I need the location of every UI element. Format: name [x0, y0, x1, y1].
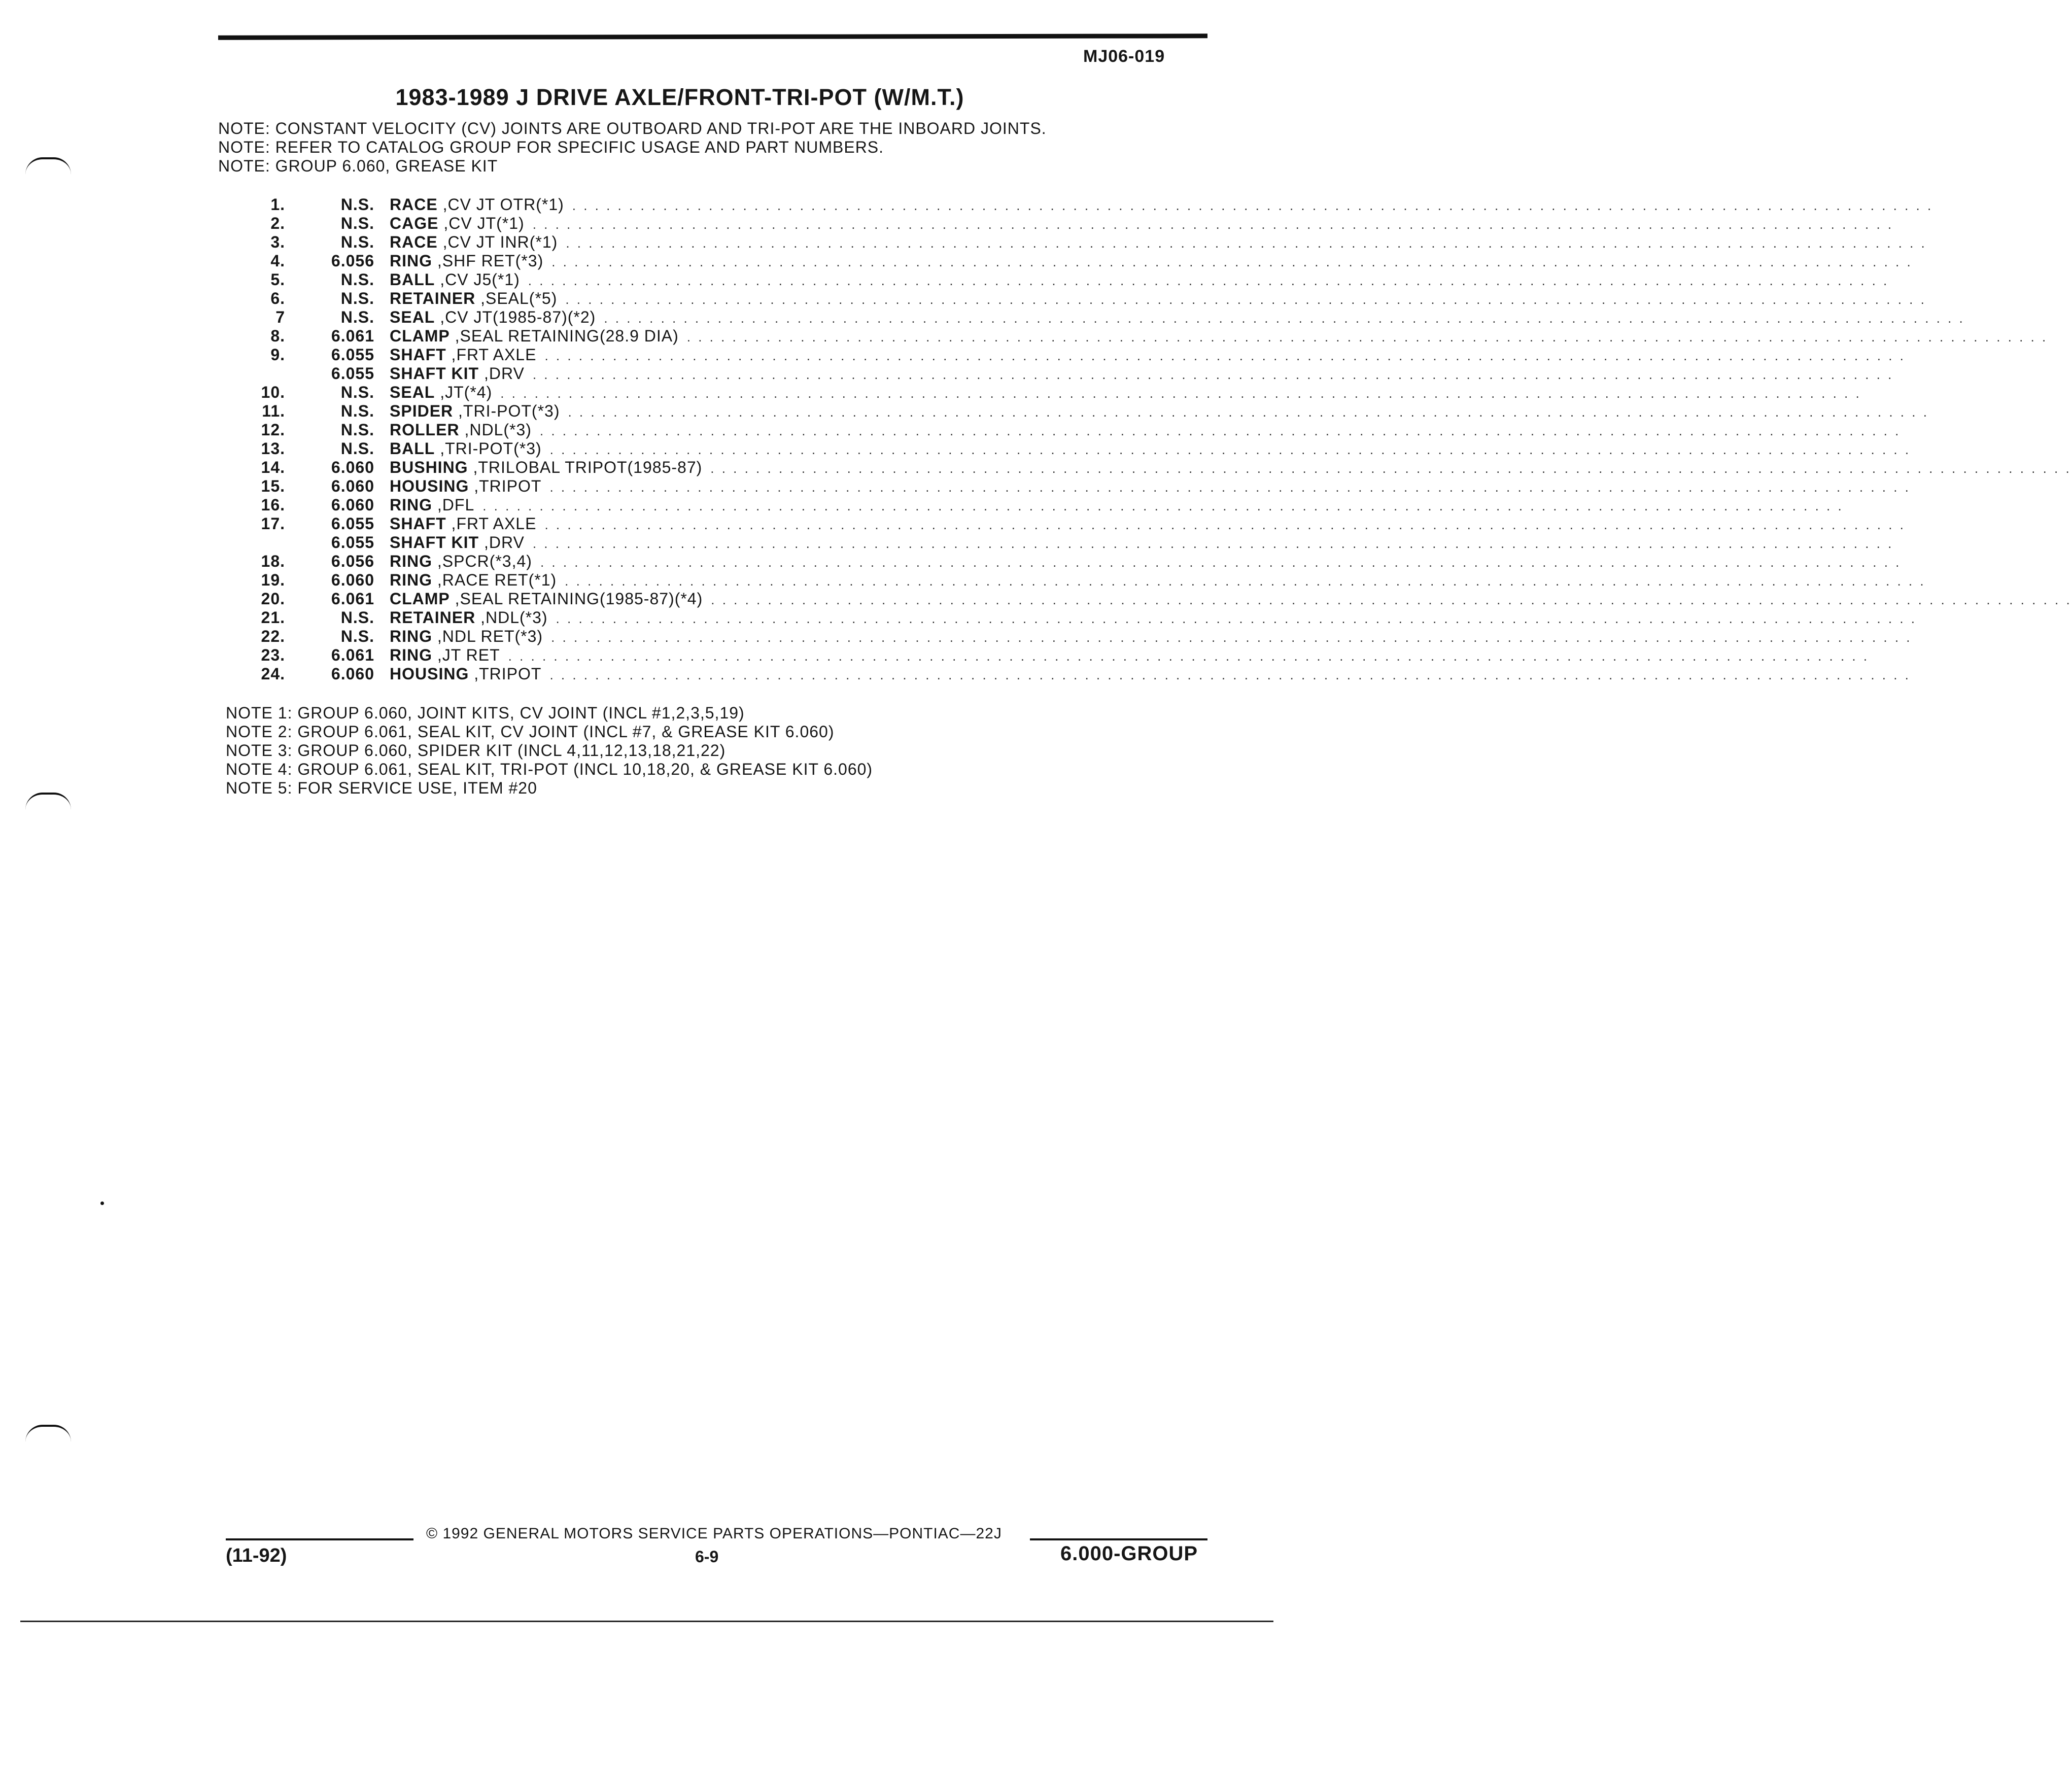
footnote: NOTE 3: GROUP 6.060, SPIDER KIT (INCL 4,11,12,13,18,21,22) [226, 741, 726, 760]
part-detail: ,FRT AXLE [451, 514, 537, 533]
dot-leader: . . . . . . . . . . . . . . . . . . . . . . . . . . . . . . . . . . . . . . . . . . . . . . . . . . . . . . . . . . . . . . . . . . . . . . . . . . . . . . . . . . . . . . . . . . . . . . . . . . . . . . . . . . . . . . . . . . . . . . . . [549, 479, 1911, 495]
part-description [390, 233, 1927, 252]
dot-leader: . . . . . . . . . . . . . . . . . . . . . . . . . . . . . . . . . . . . . . . . . . . . . . . . . . . . . . . . . . . . . . . . . . . . . . . . . . . . . . . . . . . . . . . . . . . . . . . . . . . . . . . . . . . . . . . . . . . . . . . . [566, 235, 1927, 251]
part-row [238, 514, 1906, 533]
dot-leader: . . . . . . . . . . . . . . . . . . . . . . . . . . . . . . . . . . . . . . . . . . . . . . . . . . . . . . . . . . . . . . . . . . . . . . . . . . . . . . . . . . . . . . . . . . . . . . . . . . . . . . . . . . . . . . . . . . . . . . . . [711, 592, 2072, 607]
item-number: 4. [270, 252, 285, 270]
part-row [238, 533, 1894, 552]
part-detail: ,CV JT(1985-87)(*2) [440, 308, 596, 326]
top-rule [218, 33, 1207, 40]
dot-leader: . . . . . . . . . . . . . . . . . . . . . . . . . . . . . . . . . . . . . . . . . . . . . . . . . . . . . . . . . . . . . . . . . . . . . . . . . . . . . . . . . . . . . . . . . . . . . . . . . . . . . . . . . . . . . . . . . . . . . . . . [686, 329, 2048, 345]
copyright-line: © 1992 GENERAL MOTORS SERVICE PARTS OPERATIONS—PONTIAC—22J [426, 1525, 1002, 1542]
part-description [390, 383, 1861, 402]
document-code: MJ06-019 [1083, 47, 1165, 66]
part-description [390, 270, 1889, 289]
item-number: 23. [261, 646, 285, 664]
part-detail: ,TRI-POT(*3) [458, 402, 560, 420]
part-row [238, 571, 1926, 590]
dot-leader: . . . . . . . . . . . . . . . . . . . . . . . . . . . . . . . . . . . . . . . . . . . . . . . . . . . . . . . . . . . . . . . . . . . . . . . . . . . . . . . . . . . . . . . . . . . . . . . . . . . . . . . . . . . . . . . . . . . . . . . . [572, 198, 1933, 213]
note-line: NOTE: REFER TO CATALOG GROUP FOR SPECIFIC USAGE AND PART NUMBERS. [218, 138, 884, 156]
group-code: 6.060 [331, 571, 374, 589]
part-detail: ,DRV [484, 364, 525, 383]
part-detail: ,DFL [437, 496, 475, 514]
dot-leader: . . . . . . . . . . . . . . . . . . . . . . . . . . . . . . . . . . . . . . . . . . . . . . . . . . . . . . . . . . . . . . . . . . . . . . . . . . . . . . . . . . . . . . . . . . . . . . . . . . . . . . . . . . . . . . . . . . . . . . . . [551, 630, 1912, 645]
part-name: RING [390, 252, 432, 270]
group-code: 6.056 [331, 252, 374, 270]
item-number: 18. [261, 552, 285, 570]
group-code: N.S. [340, 608, 374, 627]
part-name: RACE [390, 233, 438, 251]
part-row [238, 665, 1911, 683]
dot-leader: . . . . . . . . . . . . . . . . . . . . . . . . . . . . . . . . . . . . . . . . . . . . . . . . . . . . . . . . . . . . . . . . . . . . . . . . . . . . . . . . . . . . . . . . . . . . . . . . . . . . . . . . . . . . . . . . . . . . . . . . [544, 348, 1906, 363]
item-number: 22. [261, 627, 285, 645]
item-number: 1. [270, 195, 285, 214]
part-detail: ,RACE RET(*1) [437, 571, 557, 589]
part-description [390, 533, 1894, 552]
part-name: SHAFT [390, 346, 446, 364]
group-code: 6.055 [331, 346, 374, 364]
part-name: SPIDER [390, 402, 454, 420]
part-row [238, 308, 1965, 327]
part-name: BUSHING [390, 458, 468, 476]
part-row [238, 233, 1927, 252]
group-code: 6.060 [331, 477, 374, 495]
part-row [238, 439, 1911, 458]
part-detail: ,TRI-POT(*3) [440, 439, 542, 458]
part-row [238, 646, 1870, 665]
scan-speck [100, 1201, 104, 1205]
part-row [238, 214, 1894, 233]
part-name: SHAFT KIT [390, 364, 479, 383]
part-description [390, 477, 1911, 496]
part-description [390, 364, 1894, 383]
part-name: SHAFT KIT [390, 533, 479, 552]
part-description [390, 421, 1901, 439]
item-number: 2. [270, 214, 285, 232]
part-detail: ,SEAL RETAINING(1985-87)(*4) [455, 590, 703, 608]
dot-leader: . . . . . . . . . . . . . . . . . . . . . . . . . . . . . . . . . . . . . . . . . . . . . . . . . . . . . . . . . . . . . . . . . . . . . . . . . . . . . . . . . . . . . . . . . . . . . . . . . . . . . . . . . . . . . . . . . . . . . . . . [565, 292, 1926, 307]
part-detail: ,SHF RET(*3) [437, 252, 544, 270]
item-number: 17. [261, 514, 285, 533]
item-number: 11. [262, 402, 285, 420]
part-description [390, 590, 2072, 608]
group-code: 6.056 [331, 552, 374, 570]
note-line: NOTE: CONSTANT VELOCITY (CV) JOINTS ARE OUTBOARD AND TRI-POT ARE THE INBOARD JOINTS. [218, 119, 1047, 138]
header-notes [218, 119, 1047, 176]
part-name: RACE [390, 195, 438, 214]
bottom-rule [20, 1621, 1273, 1622]
part-detail: ,TRILOBAL TRIPOT(1985-87) [473, 458, 703, 476]
item-number: 19. [261, 571, 285, 589]
part-description [390, 346, 1906, 364]
part-name: SEAL [390, 308, 435, 326]
part-detail: ,TRIPOT [474, 477, 542, 495]
part-description [390, 514, 1906, 533]
part-detail: ,NDL(*3) [464, 421, 532, 439]
part-detail: ,CV JT(*1) [443, 214, 525, 232]
part-row [238, 421, 1901, 439]
item-number: 20. [261, 590, 285, 608]
group-code: N.S. [340, 308, 374, 326]
part-detail: ,JT(*4) [440, 383, 493, 401]
part-row [238, 383, 1861, 402]
group-code: N.S. [340, 289, 374, 307]
group-number: 6.000-GROUP [1060, 1542, 1198, 1565]
part-name: RETAINER [390, 608, 476, 627]
part-name: RING [390, 496, 432, 514]
part-description [390, 289, 1926, 308]
dot-leader: . . . . . . . . . . . . . . . . . . . . . . . . . . . . . . . . . . . . . . . . . . . . . . . . . . . . . . . . . . . . . . . . . . . . . . . . . . . . . . . . . . . . . . . . . . . . . . . . . . . . . . . . . . . . . . . . . . . . . . . . [549, 667, 1911, 682]
footnote: NOTE 5: FOR SERVICE USE, ITEM #20 [226, 779, 537, 797]
part-row [238, 608, 1917, 627]
item-number: 15. [261, 477, 285, 495]
group-code: 6.055 [331, 533, 374, 552]
part-detail: ,CV JT INR(*1) [442, 233, 558, 251]
part-name: HOUSING [390, 665, 469, 683]
part-detail: ,SEAL(*5) [480, 289, 558, 307]
part-description [390, 195, 1933, 214]
part-name: BALL [390, 270, 435, 289]
part-detail: ,JT RET [437, 646, 500, 664]
item-number: 9. [270, 346, 285, 364]
group-code: 6.060 [331, 458, 374, 476]
dot-leader: . . . . . . . . . . . . . . . . . . . . . . . . . . . . . . . . . . . . . . . . . . . . . . . . . . . . . . . . . . . . . . . . . . . . . . . . . . . . . . . . . . . . . . . . . . . . . . . . . . . . . . . . . . . . . . . . . . . . . . . . [500, 386, 1861, 401]
dot-leader: . . . . . . . . . . . . . . . . . . . . . . . . . . . . . . . . . . . . . . . . . . . . . . . . . . . . . . . . . . . . . . . . . . . . . . . . . . . . . . . . . . . . . . . . . . . . . . . . . . . . . . . . . . . . . . . . . . . . . . . . [532, 536, 1894, 551]
part-row [238, 270, 1889, 289]
part-description [390, 571, 1926, 590]
dot-leader: . . . . . . . . . . . . . . . . . . . . . . . . . . . . . . . . . . . . . . . . . . . . . . . . . . . . . . . . . . . . . . . . . . . . . . . . . . . . . . . . . . . . . . . . . . . . . . . . . . . . . . . . . . . . . . . . . . . . . . . . [482, 498, 1844, 513]
part-row [238, 252, 1913, 270]
part-detail: ,SEAL RETAINING(28.9 DIA) [455, 327, 679, 345]
part-row [238, 552, 1902, 571]
footnote: NOTE 2: GROUP 6.061, SEAL KIT, CV JOINT (INCL #7, & GREASE KIT 6.060) [226, 723, 835, 741]
part-description [390, 552, 1902, 571]
part-row [238, 195, 1933, 214]
dot-leader: . . . . . . . . . . . . . . . . . . . . . . . . . . . . . . . . . . . . . . . . . . . . . . . . . . . . . . . . . . . . . . . . . . . . . . . . . . . . . . . . . . . . . . . . . . . . . . . . . . . . . . . . . . . . . . . . . . . . . . . . [532, 367, 1894, 382]
part-detail: ,CV J5(*1) [440, 270, 520, 289]
part-description [390, 496, 1844, 514]
punch-hole-mark [25, 157, 71, 175]
group-code: 6.055 [331, 514, 374, 533]
item-number: 24. [261, 665, 285, 683]
footer-rule-right [1030, 1538, 1207, 1540]
item-number: 12. [261, 421, 285, 439]
group-code: N.S. [340, 439, 374, 458]
item-number: 14. [261, 458, 285, 476]
dot-leader: . . . . . . . . . . . . . . . . . . . . . . . . . . . . . . . . . . . . . . . . . . . . . . . . . . . . . . . . . . . . . . . . . . . . . . . . . . . . . . . . . . . . . . . . . . . . . . . . . . . . . . . . . . . . . . . . . . . . . . . . [532, 217, 1894, 232]
footnotes [226, 704, 873, 798]
part-description [390, 608, 1917, 627]
part-detail: ,DRV [484, 533, 525, 552]
part-name: HOUSING [390, 477, 469, 495]
part-name: RING [390, 571, 432, 589]
part-row [238, 590, 2072, 608]
part-detail: ,CV JT OTR(*1) [442, 195, 564, 214]
dot-leader: . . . . . . . . . . . . . . . . . . . . . . . . . . . . . . . . . . . . . . . . . . . . . . . . . . . . . . . . . . . . . . . . . . . . . . . . . . . . . . . . . . . . . . . . . . . . . . . . . . . . . . . . . . . . . . . . . . . . . . . . [549, 442, 1911, 457]
group-code: 6.055 [331, 364, 374, 383]
part-name: RING [390, 627, 432, 645]
dot-leader: . . . . . . . . . . . . . . . . . . . . . . . . . . . . . . . . . . . . . . . . . . . . . . . . . . . . . . . . . . . . . . . . . . . . . . . . . . . . . . . . . . . . . . . . . . . . . . . . . . . . . . . . . . . . . . . . . . . . . . . . [508, 648, 1870, 664]
item-number: 5. [270, 270, 285, 289]
dot-leader: . . . . . . . . . . . . . . . . . . . . . . . . . . . . . . . . . . . . . . . . . . . . . . . . . . . . . . . . . . . . . . . . . . . . . . . . . . . . . . . . . . . . . . . . . . . . . . . . . . . . . . . . . . . . . . . . . . . . . . . . [568, 404, 1929, 420]
part-row [238, 627, 1912, 646]
group-code: 6.061 [331, 646, 374, 664]
group-code: N.S. [340, 383, 374, 401]
part-row [238, 327, 2048, 346]
part-name: ROLLER [390, 421, 460, 439]
punch-hole-mark [25, 1425, 71, 1442]
item-number: 21. [261, 608, 285, 627]
item-number: 3. [270, 233, 285, 251]
part-row [238, 289, 1926, 308]
footer-rule-left [226, 1538, 413, 1540]
punch-hole-mark [25, 793, 71, 810]
page-title: 1983-1989 J DRIVE AXLE/FRONT-TRI-POT (W/M.T.) [395, 84, 964, 110]
revision-date: (11-92) [226, 1545, 287, 1566]
part-name: CLAMP [390, 327, 450, 345]
part-description [390, 214, 1894, 233]
group-code: 6.060 [331, 496, 374, 514]
item-number: 16. [261, 496, 285, 514]
part-description [390, 665, 1911, 683]
item-number: 8. [270, 327, 285, 345]
part-description [390, 252, 1913, 270]
footnote: NOTE 1: GROUP 6.060, JOINT KITS, CV JOINT (INCL #1,2,3,5,19) [226, 704, 745, 722]
group-code: N.S. [340, 270, 374, 289]
dot-leader: . . . . . . . . . . . . . . . . . . . . . . . . . . . . . . . . . . . . . . . . . . . . . . . . . . . . . . . . . . . . . . . . . . . . . . . . . . . . . . . . . . . . . . . . . . . . . . . . . . . . . . . . . . . . . . . . . . . . . . . . [528, 273, 1889, 288]
group-code: 6.061 [331, 590, 374, 608]
part-name: SEAL [390, 383, 435, 401]
part-detail: ,SPCR(*3,4) [437, 552, 532, 570]
group-code: N.S. [340, 402, 374, 420]
group-code: N.S. [340, 214, 374, 232]
part-row [238, 458, 2071, 477]
part-row [238, 346, 1906, 364]
part-description [390, 308, 1965, 327]
group-code: N.S. [340, 195, 374, 214]
part-row [238, 364, 1894, 383]
group-code: N.S. [340, 421, 374, 439]
note-line: NOTE: GROUP 6.060, GREASE KIT [218, 157, 498, 175]
dot-leader: . . . . . . . . . . . . . . . . . . . . . . . . . . . . . . . . . . . . . . . . . . . . . . . . . . . . . . . . . . . . . . . . . . . . . . . . . . . . . . . . . . . . . . . . . . . . . . . . . . . . . . . . . . . . . . . . . . . . . . . . [539, 423, 1901, 438]
group-code: N.S. [340, 233, 374, 251]
part-description [390, 402, 1929, 421]
item-number: 13. [261, 439, 285, 458]
group-code: 6.060 [331, 665, 374, 683]
part-row [238, 477, 1911, 496]
part-name: SHAFT [390, 514, 446, 533]
part-description [390, 439, 1911, 458]
page-number: 6-9 [695, 1548, 719, 1566]
dot-leader: . . . . . . . . . . . . . . . . . . . . . . . . . . . . . . . . . . . . . . . . . . . . . . . . . . . . . . . . . . . . . . . . . . . . . . . . . . . . . . . . . . . . . . . . . . . . . . . . . . . . . . . . . . . . . . . . . . . . . . . . [710, 461, 2071, 476]
part-row [238, 402, 1929, 421]
parts-list [238, 195, 2072, 683]
part-name: RING [390, 646, 432, 664]
dot-leader: . . . . . . . . . . . . . . . . . . . . . . . . . . . . . . . . . . . . . . . . . . . . . . . . . . . . . . . . . . . . . . . . . . . . . . . . . . . . . . . . . . . . . . . . . . . . . . . . . . . . . . . . . . . . . . . . . . . . . . . . [556, 611, 1917, 626]
dot-leader: . . . . . . . . . . . . . . . . . . . . . . . . . . . . . . . . . . . . . . . . . . . . . . . . . . . . . . . . . . . . . . . . . . . . . . . . . . . . . . . . . . . . . . . . . . . . . . . . . . . . . . . . . . . . . . . . . . . . . . . . [544, 517, 1906, 532]
part-detail: ,FRT AXLE [451, 346, 537, 364]
dot-leader: . . . . . . . . . . . . . . . . . . . . . . . . . . . . . . . . . . . . . . . . . . . . . . . . . . . . . . . . . . . . . . . . . . . . . . . . . . . . . . . . . . . . . . . . . . . . . . . . . . . . . . . . . . . . . . . . . . . . . . . . [551, 254, 1913, 269]
item-number: 6. [270, 289, 285, 307]
part-name: CAGE [390, 214, 439, 232]
part-detail: ,NDL RET(*3) [437, 627, 543, 645]
part-detail: ,NDL(*3) [480, 608, 548, 627]
part-name: RING [390, 552, 432, 570]
dot-leader: . . . . . . . . . . . . . . . . . . . . . . . . . . . . . . . . . . . . . . . . . . . . . . . . . . . . . . . . . . . . . . . . . . . . . . . . . . . . . . . . . . . . . . . . . . . . . . . . . . . . . . . . . . . . . . . . . . . . . . . . [565, 573, 1926, 589]
part-description [390, 327, 2048, 346]
part-detail: ,TRIPOT [474, 665, 542, 683]
footnote: NOTE 4: GROUP 6.061, SEAL KIT, TRI-POT (INCL 10,18,20, & GREASE KIT 6.060) [226, 760, 873, 778]
item-number: 10. [261, 383, 285, 401]
part-description [390, 646, 1870, 665]
part-description [390, 458, 2071, 477]
part-row [238, 496, 1844, 514]
part-name: CLAMP [390, 590, 450, 608]
item-number: 7 [275, 308, 285, 326]
dot-leader: . . . . . . . . . . . . . . . . . . . . . . . . . . . . . . . . . . . . . . . . . . . . . . . . . . . . . . . . . . . . . . . . . . . . . . . . . . . . . . . . . . . . . . . . . . . . . . . . . . . . . . . . . . . . . . . . . . . . . . . . [540, 555, 1902, 570]
part-description [390, 627, 1912, 646]
part-name: BALL [390, 439, 435, 458]
group-code: 6.061 [331, 327, 374, 345]
group-code: N.S. [340, 627, 374, 645]
dot-leader: . . . . . . . . . . . . . . . . . . . . . . . . . . . . . . . . . . . . . . . . . . . . . . . . . . . . . . . . . . . . . . . . . . . . . . . . . . . . . . . . . . . . . . . . . . . . . . . . . . . . . . . . . . . . . . . . . . . . . . . . [604, 311, 1965, 326]
part-name: RETAINER [390, 289, 476, 307]
